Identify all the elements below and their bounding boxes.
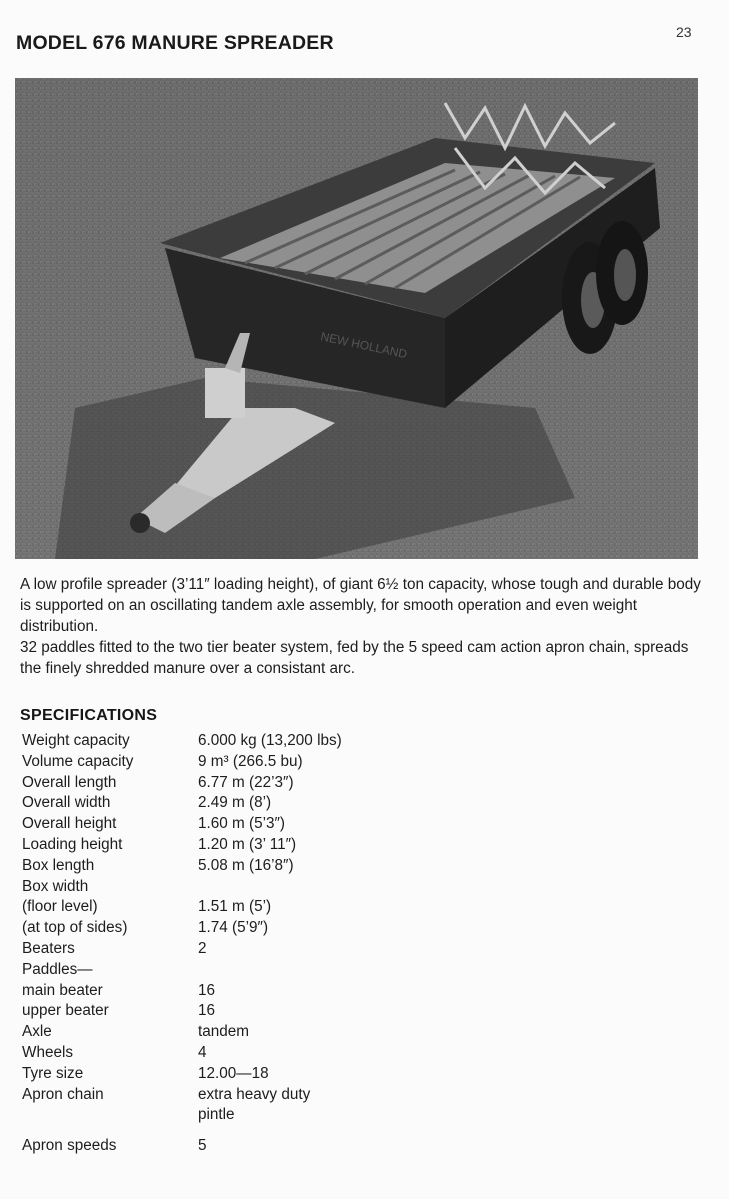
description-paragraph: A low profile spreader (3’11″ loading height), of giant 6½ ton capacity, whose tough and durable body is supported on an oscillating tandem axle assembly, for smooth operation and even weight distribution. <box>20 576 701 635</box>
spec-row <box>22 773 342 794</box>
spec-value: tandem <box>198 1023 250 1041</box>
spec-value: 9 m³ (266.5 bu) <box>198 752 303 770</box>
brand-text: NEW HOLLAND <box>319 329 409 362</box>
spec-label: Wheels <box>22 1043 74 1061</box>
description <box>20 574 710 679</box>
spec-value: 1.51 m (5’) <box>198 898 272 916</box>
spec-label: Tyre size <box>22 1064 84 1082</box>
page-title: MODEL 676 MANURE SPREADER <box>16 32 334 54</box>
spec-row <box>22 1022 342 1043</box>
spec-label: Apron chain <box>22 1085 104 1103</box>
spec-value: 2.49 m (8’) <box>198 794 272 812</box>
spec-row <box>22 939 342 960</box>
spec-value: 16 <box>198 981 216 999</box>
spec-value: 2 <box>198 939 207 957</box>
spreader-photo <box>15 78 698 559</box>
spec-label: Loading height <box>22 835 123 853</box>
spec-label: (at top of sides) <box>22 919 128 937</box>
spec-value: pintle <box>198 1106 235 1124</box>
spec-row <box>22 814 342 835</box>
spec-label <box>22 1105 198 1126</box>
spec-label: Overall height <box>22 815 117 833</box>
spec-value: 4 <box>198 1043 207 1061</box>
spec-row <box>22 731 342 752</box>
spec-value: 5 <box>198 1137 207 1155</box>
spec-label: Beaters <box>22 939 75 957</box>
spec-value: 1.60 m (5’3″) <box>198 815 286 833</box>
specifications-heading: SPECIFICATIONS <box>20 707 158 724</box>
spec-row <box>22 752 342 773</box>
spec-row <box>22 1136 342 1157</box>
spec-row <box>22 793 342 814</box>
spec-row <box>22 835 342 856</box>
spec-row <box>22 981 342 1002</box>
spec-value: extra heavy duty <box>198 1085 311 1103</box>
spec-label: Volume capacity <box>22 752 134 770</box>
spec-row <box>22 960 342 981</box>
spec-row <box>22 1064 342 1085</box>
spec-label: Overall width <box>22 794 111 812</box>
spec-row <box>22 1043 342 1064</box>
spec-value: 1.20 m (3’ 11″) <box>198 835 297 853</box>
spec-label: upper beater <box>22 1002 109 1020</box>
spec-row <box>22 918 342 939</box>
spec-label: Overall length <box>22 773 117 791</box>
spec-label: Paddles— <box>22 960 93 978</box>
specifications-table <box>22 731 342 1157</box>
spec-value: 1.74 (5’9″) <box>198 919 269 937</box>
spec-label: main beater <box>22 981 103 999</box>
spec-row <box>22 1085 342 1106</box>
description-paragraph: 32 paddles fitted to the two tier beater system, fed by the 5 speed cam action apron chain, spreads the finely shredded manure over a consistant arc. <box>20 639 689 677</box>
spec-value: 6.000 kg (13,200 lbs) <box>198 732 342 749</box>
spec-label: (floor level) <box>22 898 98 916</box>
spec-row <box>22 897 342 918</box>
spec-value: 5.08 m (16’8″) <box>198 856 294 874</box>
spec-row <box>22 877 342 898</box>
spec-value: 16 <box>198 1002 216 1020</box>
spec-label: Weight capacity <box>22 732 130 749</box>
spec-value <box>198 960 342 981</box>
spec-label: Apron speeds <box>22 1137 117 1155</box>
spec-value: 12.00—18 <box>198 1064 269 1082</box>
spec-value <box>198 877 342 898</box>
spec-row <box>22 856 342 877</box>
spec-value: 6.77 m (22’3″) <box>198 773 294 791</box>
spec-label: Axle <box>22 1023 52 1041</box>
spec-row <box>22 1105 342 1126</box>
spreader-illustration <box>15 78 698 559</box>
page-number: 23 <box>676 24 692 40</box>
spec-label: Box length <box>22 856 95 874</box>
spec-label: Box width <box>22 877 89 895</box>
spec-row <box>22 1001 342 1022</box>
